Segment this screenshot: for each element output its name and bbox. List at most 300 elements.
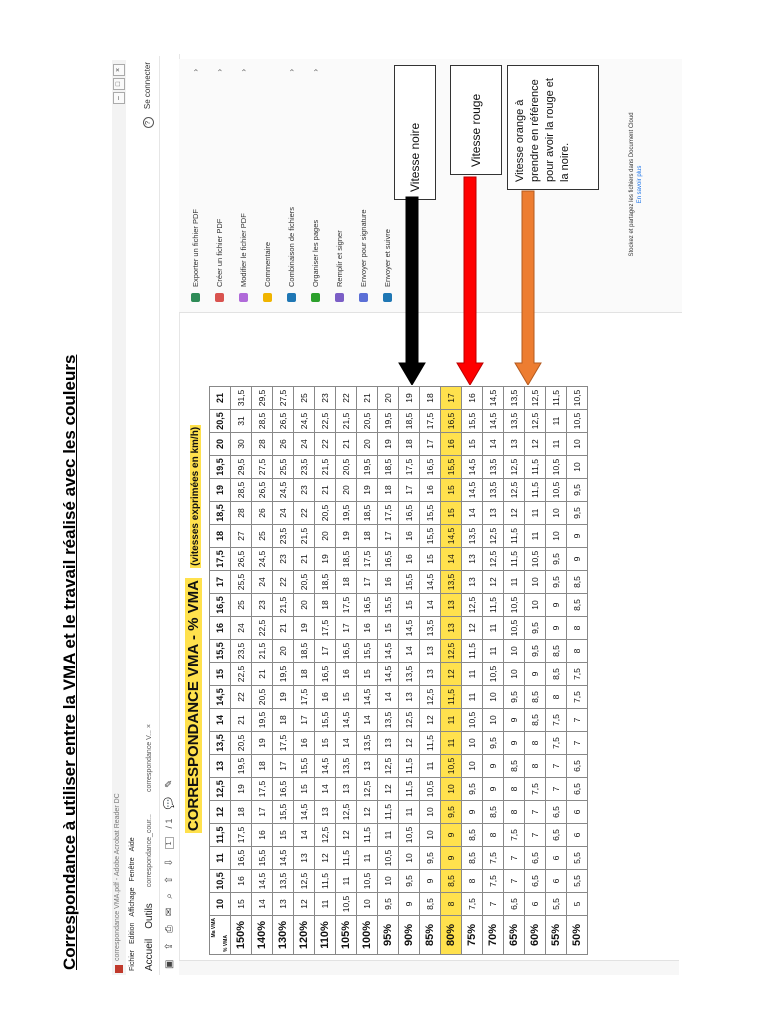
speed-cell: 29,5 — [231, 456, 252, 479]
speed-cell: 9 — [525, 663, 546, 686]
speed-cell: 19 — [294, 617, 315, 640]
speed-cell: 31,5 — [231, 387, 252, 410]
speed-cell: 20 — [336, 479, 357, 502]
speed-cell: 14,5 — [315, 755, 336, 778]
speed-cell: 8,5 — [567, 571, 588, 594]
tool-item[interactable] — [359, 67, 368, 302]
red-arrow-shape — [457, 177, 483, 385]
search-icon[interactable]: ⌕ — [163, 893, 175, 899]
speed-cell: 6 — [567, 824, 588, 847]
speed-cell: 22 — [231, 686, 252, 709]
document-tab-1[interactable]: correspondance_cour... — [145, 814, 153, 888]
document-tab-2[interactable]: correspondance V... × — [145, 723, 153, 793]
speed-cell: 15 — [420, 548, 441, 571]
tool-item-label: Modifier le fichier PDF — [239, 213, 248, 287]
speed-cell: 16,5 — [420, 456, 441, 479]
menu-fenetre[interactable]: Fenêtre — [129, 857, 136, 882]
speed-cell: 16 — [399, 525, 420, 548]
speed-cell: 7 — [546, 778, 567, 801]
speed-cell: 28 — [231, 502, 252, 525]
speed-cell: 10,5 — [441, 755, 462, 778]
menu-edition[interactable]: Edition — [129, 922, 136, 944]
speed-cell: 11,5 — [441, 686, 462, 709]
speed-cell: 13 — [315, 801, 336, 824]
speed-cell: 27,5 — [273, 387, 294, 410]
speed-cell: 10,5 — [567, 387, 588, 410]
page-down-icon[interactable]: ⇩ — [163, 858, 175, 867]
vma-header-cell: 15,5 — [210, 640, 231, 663]
page-total: / 1 — [164, 818, 174, 829]
speed-cell: 8 — [567, 617, 588, 640]
speed-cell: 22 — [273, 571, 294, 594]
speed-cell: 10,5 — [420, 778, 441, 801]
tool-item-label: Combinaison de fichiers — [287, 206, 296, 287]
table-row — [399, 387, 420, 955]
speed-cell: 18 — [273, 709, 294, 732]
speed-cell: 8,5 — [546, 640, 567, 663]
speed-cell: 8 — [525, 732, 546, 755]
chevron-right-icon[interactable]: › — [311, 69, 320, 72]
speed-cell: 5,5 — [546, 893, 567, 916]
callout-black-text: Vitesse noire — [408, 122, 422, 192]
speed-cell: 7,5 — [567, 663, 588, 686]
table-row — [273, 387, 294, 955]
vma-header-cell: 14,5 — [210, 686, 231, 709]
speed-cell: 13,5 — [357, 732, 378, 755]
speed-cell: 8 — [546, 686, 567, 709]
nav-bar — [139, 56, 160, 975]
home-tab[interactable]: Accueil — [143, 938, 155, 971]
speed-cell: 17 — [378, 525, 399, 548]
speed-cell: 17 — [357, 571, 378, 594]
speed-cell: 14,5 — [252, 870, 273, 893]
speed-cell: 21,5 — [252, 640, 273, 663]
upload-icon[interactable]: ⇪ — [163, 942, 175, 951]
speed-cell: 9 — [567, 548, 588, 571]
speed-cell: 8,5 — [462, 847, 483, 870]
speed-cell: 18 — [399, 433, 420, 456]
speed-cell: 16,5 — [378, 548, 399, 571]
table-row — [357, 387, 378, 955]
red-arrow — [455, 175, 485, 385]
speed-cell: 10 — [567, 433, 588, 456]
speed-cell: 18,5 — [357, 502, 378, 525]
close-window-button[interactable]: × — [113, 64, 125, 76]
speed-cell: 13,5 — [483, 479, 504, 502]
table-row — [252, 387, 273, 955]
speed-cell: 23,5 — [273, 525, 294, 548]
page-number-input[interactable]: 1 — [165, 837, 174, 849]
signin-link[interactable]: Se connecter — [143, 62, 152, 110]
menu-affichage[interactable]: Affichage — [129, 887, 136, 917]
speed-cell: 9 — [441, 824, 462, 847]
tool-item[interactable] — [215, 67, 224, 302]
tool-item-label: Envoyer pour signature — [359, 209, 368, 287]
menu-fichier[interactable]: Fichier — [129, 949, 136, 971]
tool-item[interactable] — [311, 67, 320, 302]
speed-cell: 9,5 — [567, 479, 588, 502]
tool-item[interactable] — [263, 67, 272, 302]
vma-header-cell: 16,5 — [210, 594, 231, 617]
speed-cell: 16,5 — [336, 640, 357, 663]
speed-cell: 15,5 — [252, 847, 273, 870]
callout-orange-text: Vitesse orange à prendre en référence pour avoir la rouge et la noire. — [514, 78, 571, 182]
menu-aide[interactable]: Aide — [129, 837, 136, 852]
speed-cell: 13,5 — [399, 663, 420, 686]
speed-cell: 10 — [546, 525, 567, 548]
speed-cell: 10 — [462, 755, 483, 778]
speed-cell: 10 — [441, 778, 462, 801]
speed-cell: 18 — [378, 479, 399, 502]
speed-cell: 15 — [399, 594, 420, 617]
send-signature-icon — [359, 293, 368, 302]
chevron-right-icon[interactable]: › — [191, 69, 200, 72]
left-navigation-strip[interactable] — [179, 960, 679, 975]
percent-cell: 110% — [315, 916, 336, 955]
speed-cell: 12,5 — [504, 456, 525, 479]
percent-cell: 80% — [441, 916, 462, 955]
vma-header-cell: 10 — [210, 893, 231, 916]
tools-tab[interactable]: Outils — [143, 903, 155, 929]
percent-cell: 105% — [336, 916, 357, 955]
speed-cell: 10,5 — [525, 548, 546, 571]
speed-cell: 10,5 — [378, 847, 399, 870]
tool-item[interactable] — [239, 67, 248, 302]
speed-cell: 11 — [483, 640, 504, 663]
speed-cell: 9 — [441, 847, 462, 870]
document-cloud-footer — [629, 67, 643, 302]
signin-area — [143, 62, 154, 128]
speed-cell: 14,5 — [336, 709, 357, 732]
speed-cell: 24 — [273, 502, 294, 525]
speed-cell: 10 — [462, 732, 483, 755]
tool-item-label: Organiser les pages — [311, 219, 320, 287]
table-row — [441, 387, 462, 955]
speed-cell: 16,5 — [357, 594, 378, 617]
speed-cell: 13 — [294, 847, 315, 870]
speed-cell: 7 — [567, 732, 588, 755]
vma-header-cell: 21 — [210, 387, 231, 410]
callout-orange-speed-box — [507, 65, 599, 190]
vma-header-cell: 20,5 — [210, 410, 231, 433]
speed-cell: 19,5 — [252, 709, 273, 732]
percent-cell: 70% — [483, 916, 504, 955]
speed-cell: 14 — [336, 732, 357, 755]
title-bar — [112, 60, 127, 975]
tool-item[interactable] — [191, 67, 200, 302]
vma-header-cell: 13 — [210, 755, 231, 778]
speed-cell: 10,5 — [567, 410, 588, 433]
speed-cell: 12 — [315, 847, 336, 870]
speed-cell: 15 — [378, 617, 399, 640]
speed-cell: 23 — [294, 479, 315, 502]
table-row — [420, 387, 441, 955]
speed-cell: 15 — [441, 479, 462, 502]
speed-cell: 21 — [294, 548, 315, 571]
speed-cell: 10,5 — [504, 617, 525, 640]
tool-item[interactable] — [383, 67, 392, 302]
speed-cell: 9,5 — [399, 870, 420, 893]
speed-cell: 11 — [378, 824, 399, 847]
combine-files-icon — [287, 293, 296, 302]
speed-cell: 12,5 — [294, 870, 315, 893]
speed-cell: 11 — [504, 571, 525, 594]
speed-cell: 20 — [294, 594, 315, 617]
fill-sign-icon — [335, 293, 344, 302]
document-cloud-text: Stockez et partagez les fichiers dans Document Cloud — [629, 112, 635, 257]
speed-cell: 18,5 — [336, 548, 357, 571]
speed-cell: 16,5 — [231, 847, 252, 870]
speed-cell: 6,5 — [567, 755, 588, 778]
vma-header-cell: 19 — [210, 479, 231, 502]
speed-cell: 19 — [378, 433, 399, 456]
speed-cell: 15 — [294, 778, 315, 801]
speed-cell: 11,5 — [399, 755, 420, 778]
speed-cell: 10,5 — [399, 824, 420, 847]
minimize-button[interactable]: – — [113, 92, 125, 104]
speed-cell: 11,5 — [420, 732, 441, 755]
speed-cell: 6,5 — [546, 801, 567, 824]
vma-header-cell: 17 — [210, 571, 231, 594]
speed-cell: 7 — [504, 870, 525, 893]
black-arrow — [397, 195, 427, 385]
speed-cell: 21 — [273, 617, 294, 640]
speed-cell: 27,5 — [252, 456, 273, 479]
speed-cell: 29,5 — [252, 387, 273, 410]
chevron-right-icon[interactable]: › — [287, 69, 296, 72]
speed-cell: 11 — [336, 870, 357, 893]
window-controls — [113, 64, 125, 104]
speed-cell: 16 — [231, 870, 252, 893]
percent-cell: 75% — [462, 916, 483, 955]
speed-cell: 12 — [525, 433, 546, 456]
speed-cell: 21,5 — [315, 456, 336, 479]
help-icon[interactable]: ? — [143, 117, 154, 128]
speed-cell: 11 — [525, 525, 546, 548]
speed-cell: 21,5 — [336, 410, 357, 433]
speed-cell: 9,5 — [525, 617, 546, 640]
speed-cell: 14 — [420, 594, 441, 617]
chevron-right-icon[interactable]: › — [239, 69, 248, 72]
speed-cell: 18 — [252, 755, 273, 778]
speed-cell: 15,5 — [273, 801, 294, 824]
speed-cell: 9 — [546, 594, 567, 617]
comment-tool-icon[interactable]: 💬 — [163, 797, 175, 810]
speed-cell: 10 — [483, 709, 504, 732]
speed-cell: 14 — [483, 433, 504, 456]
corner-cell — [210, 916, 231, 955]
speed-cell: 9 — [546, 617, 567, 640]
speed-cell: 24 — [231, 617, 252, 640]
tool-item-label: Exporter un fichier PDF — [191, 209, 200, 287]
speed-cell: 9,5 — [420, 847, 441, 870]
speed-cell: 11 — [357, 847, 378, 870]
speed-cell: 7,5 — [483, 847, 504, 870]
speed-cell: 11 — [546, 433, 567, 456]
table-row — [462, 387, 483, 955]
speed-cell: 26,5 — [231, 548, 252, 571]
speed-cell: 12,5 — [483, 548, 504, 571]
speed-cell: 12,5 — [525, 410, 546, 433]
speed-cell: 17,5 — [273, 732, 294, 755]
speed-cell: 9,5 — [441, 801, 462, 824]
speed-cell: 11,5 — [336, 847, 357, 870]
speed-cell: 25 — [252, 525, 273, 548]
speed-cell: 12 — [294, 893, 315, 916]
speed-cell: 19,5 — [357, 456, 378, 479]
speed-cell: 14,5 — [399, 617, 420, 640]
speed-cell: 11 — [462, 663, 483, 686]
comment-icon — [263, 293, 272, 302]
callout-black-speed-box — [394, 65, 436, 200]
callout-red-text: Vitesse rouge — [469, 93, 483, 167]
speed-cell: 15,5 — [357, 640, 378, 663]
acrobat-window — [112, 60, 682, 975]
speed-cell: 17 — [336, 617, 357, 640]
speed-cell: 10 — [483, 686, 504, 709]
speed-cell: 14,5 — [357, 686, 378, 709]
speed-cell: 16 — [420, 479, 441, 502]
orange-arrow — [513, 189, 543, 385]
speed-cell: 16 — [336, 663, 357, 686]
speed-cell: 30 — [231, 433, 252, 456]
tool-item-label: Créer un fichier PDF — [215, 218, 224, 287]
speed-cell: 9 — [462, 801, 483, 824]
black-arrow-shape — [399, 197, 425, 385]
speed-cell: 7,5 — [546, 732, 567, 755]
speed-cell: 10 — [504, 640, 525, 663]
speed-cell: 15 — [273, 824, 294, 847]
table-row — [315, 387, 336, 955]
email-icon[interactable]: ✉ — [163, 907, 175, 917]
speed-cell: 28,5 — [231, 479, 252, 502]
speed-cell: 14,5 — [378, 663, 399, 686]
speed-cell: 14,5 — [483, 410, 504, 433]
chevron-right-icon[interactable]: › — [215, 69, 224, 72]
vma-header-cell: 18,5 — [210, 502, 231, 525]
speed-cell: 6,5 — [525, 847, 546, 870]
speed-cell: 10,5 — [546, 456, 567, 479]
speed-cell: 11 — [483, 617, 504, 640]
speed-cell: 20,5 — [252, 686, 273, 709]
speed-cell: 13 — [357, 755, 378, 778]
speed-cell: 16 — [378, 571, 399, 594]
corner-label-vma: Ma VMA — [211, 918, 217, 938]
speed-cell: 10 — [525, 594, 546, 617]
speed-cell: 12 — [378, 778, 399, 801]
speed-cell: 10 — [546, 502, 567, 525]
speed-cell: 31 — [231, 410, 252, 433]
speed-cell: 7,5 — [525, 778, 546, 801]
speed-cell: 15 — [357, 663, 378, 686]
tool-item-label: Remplir et signer — [335, 230, 344, 287]
speed-cell: 9,5 — [567, 502, 588, 525]
speed-cell: 10,5 — [462, 709, 483, 732]
speed-cell: 12,5 — [420, 686, 441, 709]
tool-item[interactable] — [335, 67, 344, 302]
speed-cell: 28,5 — [252, 410, 273, 433]
speed-cell: 7,5 — [567, 686, 588, 709]
speed-cell: 12,5 — [462, 594, 483, 617]
speed-cell: 13,5 — [378, 709, 399, 732]
speed-cell: 9 — [399, 893, 420, 916]
tool-item[interactable] — [287, 67, 296, 302]
speed-cell: 11 — [315, 893, 336, 916]
speed-cell: 20,5 — [231, 732, 252, 755]
speed-cell: 17 — [399, 479, 420, 502]
speed-cell: 11 — [441, 732, 462, 755]
speed-cell: 8,5 — [546, 663, 567, 686]
speed-cell: 22 — [294, 502, 315, 525]
speed-cell: 14,5 — [420, 571, 441, 594]
speed-cell: 16,5 — [315, 663, 336, 686]
table-row — [336, 387, 357, 955]
speed-cell: 25,5 — [231, 571, 252, 594]
speed-cell: 15 — [231, 893, 252, 916]
speed-cell: 17,5 — [378, 502, 399, 525]
pen-tool-icon[interactable]: ✎ — [163, 779, 175, 788]
save-icon[interactable]: ▣ — [163, 959, 175, 969]
speed-cell: 14,5 — [483, 387, 504, 410]
speed-cell: 11,5 — [483, 594, 504, 617]
page-up-icon[interactable]: ⇧ — [163, 875, 175, 885]
tool-item-label: Commentaire — [263, 241, 272, 287]
percent-cell: 130% — [273, 916, 294, 955]
speed-cell: 15,5 — [462, 410, 483, 433]
maximize-button[interactable]: □ — [113, 78, 125, 90]
speed-cell: 8 — [483, 824, 504, 847]
learn-more-link[interactable]: En savoir plus — [637, 165, 643, 204]
speed-cell: 14 — [462, 502, 483, 525]
speed-cell: 17,5 — [357, 548, 378, 571]
speed-cell: 20,5 — [294, 571, 315, 594]
speed-cell: 17,5 — [399, 456, 420, 479]
speed-cell: 10 — [504, 663, 525, 686]
speed-cell: 16 — [462, 387, 483, 410]
speed-cell: 12 — [420, 709, 441, 732]
vma-header-cell: 11,5 — [210, 824, 231, 847]
speed-cell: 13 — [504, 433, 525, 456]
speed-cell: 17,5 — [252, 778, 273, 801]
speed-cell: 14,5 — [378, 640, 399, 663]
speed-cell: 9,5 — [546, 571, 567, 594]
speed-cell: 11 — [546, 410, 567, 433]
speed-cell: 6,5 — [504, 893, 525, 916]
speed-cell: 9,5 — [525, 640, 546, 663]
speed-cell: 6,5 — [525, 870, 546, 893]
speed-cell: 13,5 — [441, 571, 462, 594]
print-icon[interactable]: ⎙ — [163, 925, 175, 934]
speed-cell: 10,5 — [336, 893, 357, 916]
speed-cell: 17 — [252, 801, 273, 824]
vma-header-cell: 20 — [210, 433, 231, 456]
speed-cell: 5 — [567, 893, 588, 916]
speed-cell: 18,5 — [399, 410, 420, 433]
speed-cell: 13 — [420, 663, 441, 686]
speed-cell: 14,5 — [441, 525, 462, 548]
speed-cell: 14 — [441, 548, 462, 571]
speed-cell: 11,5 — [525, 456, 546, 479]
speed-cell: 17,5 — [336, 594, 357, 617]
acrobat-app-icon — [115, 965, 123, 973]
table-title-main: CORRESPONDANCE VMA - % VMA — [185, 580, 202, 832]
speed-cell: 15 — [336, 686, 357, 709]
speed-cell: 14 — [252, 893, 273, 916]
speed-cell: 16 — [294, 732, 315, 755]
speed-cell: 8,5 — [462, 824, 483, 847]
speed-cell: 9 — [420, 870, 441, 893]
speed-cell: 15 — [315, 732, 336, 755]
